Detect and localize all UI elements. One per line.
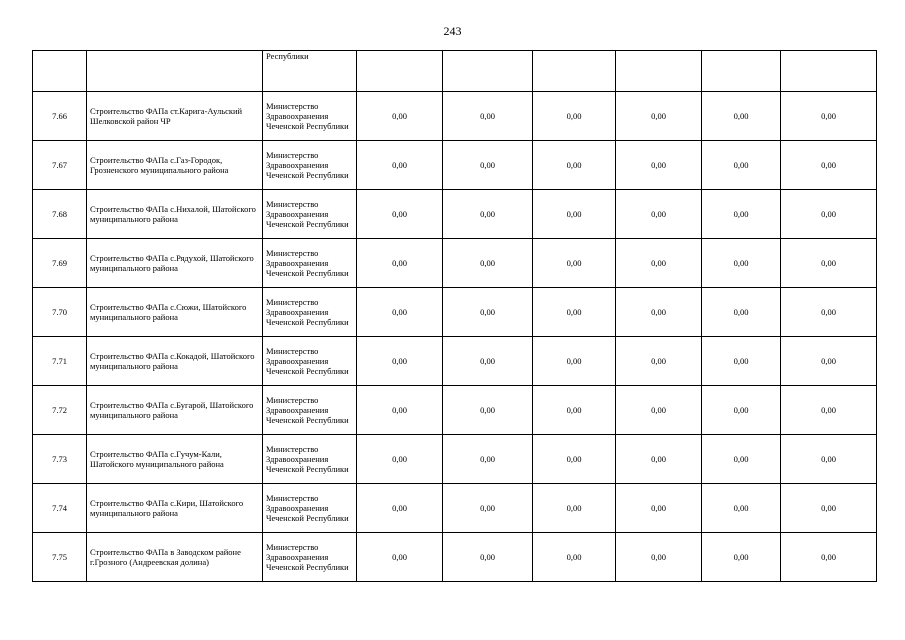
value-cell: 0,00: [533, 288, 616, 337]
name-cell: Строительство ФАПа с.Газ-Городок, Грозненского муниципального района: [87, 141, 263, 190]
value-cell: 0,00: [781, 92, 877, 141]
table-row: [33, 484, 877, 533]
value-cell: 0,00: [533, 386, 616, 435]
executor-cell: Министерство Здравоохранения Чеченской Республики: [263, 190, 357, 239]
value-cell: [781, 51, 877, 92]
value-cell: 0,00: [616, 239, 702, 288]
value-cell: 0,00: [533, 190, 616, 239]
value-cell: 0,00: [702, 484, 781, 533]
value-cell: 0,00: [533, 337, 616, 386]
value-cell: 0,00: [533, 533, 616, 582]
value-cell: 0,00: [443, 386, 533, 435]
value-cell: 0,00: [357, 386, 443, 435]
value-cell: 0,00: [781, 288, 877, 337]
name-cell: Строительство ФАПа ст.Карига-Аульский Шелковской район ЧР: [87, 92, 263, 141]
value-cell: 0,00: [702, 141, 781, 190]
value-cell: 0,00: [616, 190, 702, 239]
value-cell: 0,00: [702, 435, 781, 484]
value-cell: 0,00: [443, 190, 533, 239]
value-cell: 0,00: [781, 484, 877, 533]
value-cell: 0,00: [702, 337, 781, 386]
number-cell: 7.75: [33, 533, 87, 582]
executor-cell: Министерство Здравоохранения Чеченской Республики: [263, 386, 357, 435]
table-row: [33, 288, 877, 337]
table-row: [33, 386, 877, 435]
number-cell: 7.73: [33, 435, 87, 484]
value-cell: 0,00: [533, 435, 616, 484]
value-cell: 0,00: [443, 141, 533, 190]
value-cell: 0,00: [357, 141, 443, 190]
value-cell: 0,00: [357, 239, 443, 288]
value-cell: 0,00: [616, 386, 702, 435]
executor-cell: Министерство Здравоохранения Чеченской Республики: [263, 288, 357, 337]
number-cell: 7.71: [33, 337, 87, 386]
value-cell: 0,00: [702, 239, 781, 288]
value-cell: 0,00: [533, 239, 616, 288]
value-cell: 0,00: [443, 92, 533, 141]
continued-row: [33, 51, 877, 92]
value-cell: 0,00: [357, 484, 443, 533]
name-cell: Строительство ФАПа с.Нихалой, Шатойского муниципального района: [87, 190, 263, 239]
number-cell: 7.68: [33, 190, 87, 239]
number-cell: 7.74: [33, 484, 87, 533]
table-row: [33, 435, 877, 484]
value-cell: 0,00: [533, 92, 616, 141]
value-cell: 0,00: [702, 386, 781, 435]
number-cell: 7.70: [33, 288, 87, 337]
page-number: 243: [443, 24, 462, 38]
value-cell: 0,00: [616, 533, 702, 582]
value-cell: 0,00: [616, 337, 702, 386]
name-cell: Строительство ФАПа с.Кокадой, Шатойского муниципального района: [87, 337, 263, 386]
number-cell: 7.72: [33, 386, 87, 435]
value-cell: 0,00: [781, 533, 877, 582]
value-cell: 0,00: [357, 190, 443, 239]
value-cell: 0,00: [533, 141, 616, 190]
table-body: [33, 51, 877, 582]
executor-cell: Министерство Здравоохранения Чеченской Республики: [263, 337, 357, 386]
number-cell: 7.66: [33, 92, 87, 141]
value-cell: 0,00: [702, 288, 781, 337]
value-cell: [533, 51, 616, 92]
number-cell: 7.69: [33, 239, 87, 288]
number-cell: 7.67: [33, 141, 87, 190]
executor-cell: Министерство Здравоохранения Чеченской Республики: [263, 239, 357, 288]
value-cell: 0,00: [443, 484, 533, 533]
name-cell: Строительство ФАПа с.Кири, Шатойского муниципального района: [87, 484, 263, 533]
name-cell: Строительство ФАПа в Заводском районе г.Грозного (Андреевская долина): [87, 533, 263, 582]
name-cell: Строительство ФАПа с.Гучум-Кали, Шатойского муниципального района: [87, 435, 263, 484]
value-cell: 0,00: [781, 190, 877, 239]
executor-cell: Министерство Здравоохранения Чеченской Республики: [263, 435, 357, 484]
value-cell: 0,00: [616, 435, 702, 484]
value-cell: [702, 51, 781, 92]
executor-cell: Министерство Здравоохранения Чеченской Республики: [263, 92, 357, 141]
table-row: [33, 337, 877, 386]
table-row: [33, 533, 877, 582]
value-cell: 0,00: [443, 239, 533, 288]
value-cell: 0,00: [443, 533, 533, 582]
value-cell: 0,00: [616, 288, 702, 337]
budget-table: [32, 50, 877, 582]
value-cell: 0,00: [357, 288, 443, 337]
table-row: [33, 92, 877, 141]
value-cell: 0,00: [616, 92, 702, 141]
value-cell: 0,00: [781, 141, 877, 190]
table-row: [33, 239, 877, 288]
value-cell: 0,00: [443, 337, 533, 386]
value-cell: 0,00: [702, 533, 781, 582]
value-cell: 0,00: [781, 337, 877, 386]
value-cell: 0,00: [781, 386, 877, 435]
value-cell: 0,00: [702, 190, 781, 239]
executor-cell: Министерство Здравоохранения Чеченской Республики: [263, 141, 357, 190]
executor-cell: Министерство Здравоохранения Чеченской Республики: [263, 484, 357, 533]
value-cell: 0,00: [616, 484, 702, 533]
value-cell: 0,00: [443, 288, 533, 337]
value-cell: 0,00: [533, 484, 616, 533]
number-cell: [33, 51, 87, 92]
value-cell: 0,00: [781, 239, 877, 288]
value-cell: 0,00: [702, 92, 781, 141]
value-cell: 0,00: [357, 92, 443, 141]
table-row: [33, 190, 877, 239]
name-cell: Строительство ФАПа с.Рядухой, Шатойского муниципального района: [87, 239, 263, 288]
value-cell: 0,00: [443, 435, 533, 484]
name-cell: [87, 51, 263, 92]
value-cell: [443, 51, 533, 92]
table-row: [33, 141, 877, 190]
value-cell: 0,00: [357, 435, 443, 484]
name-cell: Строительство ФАПа с.Сюжи, Шатойского муниципального района: [87, 288, 263, 337]
value-cell: 0,00: [616, 141, 702, 190]
name-cell: Строительство ФАПа с.Бугарой, Шатойского муниципального района: [87, 386, 263, 435]
value-cell: 0,00: [781, 435, 877, 484]
value-cell: [616, 51, 702, 92]
executor-cell: Республики: [263, 51, 357, 92]
value-cell: 0,00: [357, 533, 443, 582]
executor-cell: Министерство Здравоохранения Чеченской Республики: [263, 533, 357, 582]
value-cell: 0,00: [357, 337, 443, 386]
value-cell: [357, 51, 443, 92]
